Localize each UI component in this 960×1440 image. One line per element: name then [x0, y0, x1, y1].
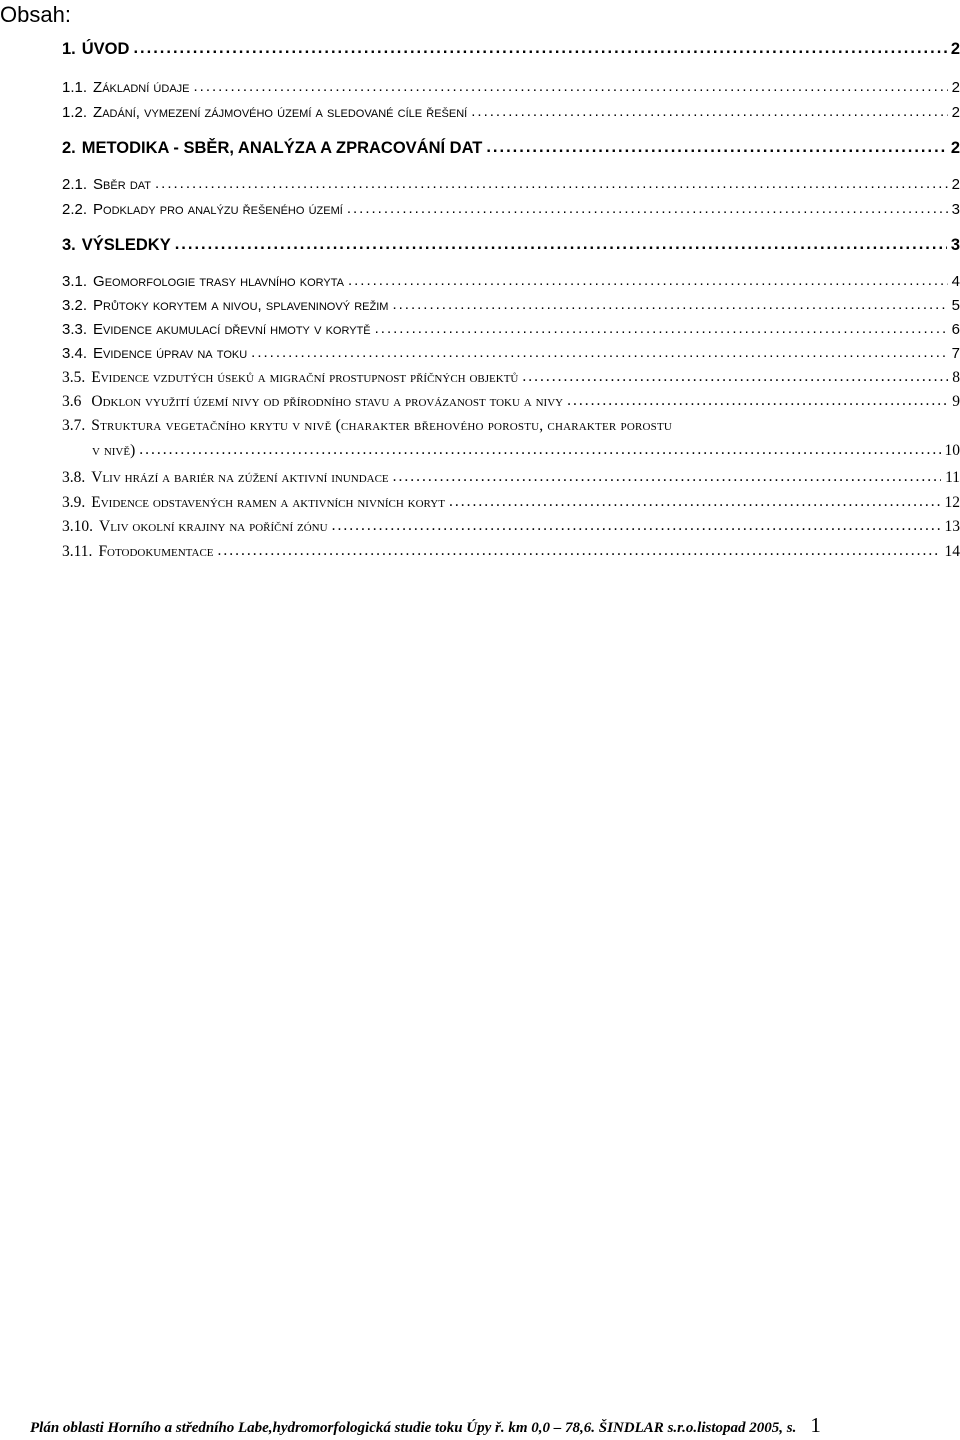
page-footer: [30, 1414, 960, 1439]
toc-entry-page: 6: [951, 321, 960, 338]
toc-entry-title: Podklady pro analýzu řešeného území: [93, 201, 343, 218]
dot-leader: [471, 101, 947, 123]
toc-entry[interactable]: [62, 295, 960, 317]
dot-leader: [332, 515, 941, 537]
toc-entry-title: Základní údaje: [93, 79, 190, 96]
toc-entry-number: 3.3.: [62, 321, 88, 338]
toc-entry-number: 3.6: [62, 393, 82, 410]
toc-entry-title: Evidence vzdutých úseků a migrační prostupnost příčných objektů: [91, 369, 519, 386]
toc-entry-page: 2: [951, 104, 960, 121]
toc-entry[interactable]: [62, 391, 960, 413]
toc-entry-title: Struktura vegetačního krytu v nivě (charakter břehového porostu, charakter porostu: [91, 417, 673, 434]
toc-entry-page: 12: [944, 494, 960, 511]
dot-leader: [139, 439, 940, 461]
toc-entry-number: 3.10.: [62, 518, 93, 535]
dot-leader: [133, 37, 946, 59]
toc-entry-number: 3.11.: [62, 543, 93, 560]
toc-entry-page: 2: [951, 176, 960, 193]
toc-entry-title: VÝSLEDKY: [81, 236, 171, 254]
toc-entry[interactable]: [62, 77, 960, 99]
dot-leader: [393, 466, 941, 488]
toc-entry-number: 3.1.: [62, 273, 88, 290]
dot-leader: [392, 294, 947, 316]
toc-entry[interactable]: [62, 467, 960, 489]
toc-entry[interactable]: [62, 516, 960, 538]
toc-entry-number: 3.7.: [62, 417, 86, 434]
toc-entry-page: 14: [944, 543, 960, 560]
toc-entry[interactable]: [62, 102, 960, 124]
toc-entry-page: 4: [951, 273, 960, 290]
toc-entry-number: 2.1.: [62, 176, 88, 193]
toc-entry-number: 1.1.: [62, 79, 88, 96]
toc-entry-page: 3: [951, 201, 960, 218]
toc-entry-title: Vliv hrází a bariér na zúžení aktivní inundace: [91, 469, 389, 486]
toc-entry-number: 1.: [62, 40, 76, 58]
dot-leader: [218, 540, 941, 562]
toc-entry-title: Sběr dat: [93, 176, 152, 193]
toc-entry-page: 11: [945, 469, 960, 486]
toc-entry[interactable]: [62, 367, 960, 389]
toc-entry-number: 2.2.: [62, 201, 88, 218]
dot-leader: [522, 366, 948, 388]
toc-entry-page: 2: [950, 139, 960, 157]
toc-entry-number: 3.: [62, 236, 76, 254]
toc-entry-page: 8: [952, 369, 960, 386]
toc-entry-title: Zadání, vymezení zájmového území a sledované cíle řešení: [93, 104, 468, 121]
toc-entry-number: 3.2.: [62, 297, 88, 314]
dot-leader: [375, 318, 948, 340]
toc-entry[interactable]: [62, 137, 960, 159]
toc-entry-number: 2.: [62, 139, 76, 157]
toc-entry-title-continued: v nivě): [92, 442, 136, 459]
toc-heading: Obsah:: [0, 2, 71, 27]
toc-entry-number: 3.4.: [62, 345, 88, 362]
toc-entry[interactable]: [62, 234, 960, 256]
toc-entry-title: Evidence akumulací dřevní hmoty v korytě: [93, 321, 371, 338]
toc-entry-number: 1.2.: [62, 104, 88, 121]
dot-leader: [567, 390, 948, 412]
dot-leader: [194, 76, 948, 98]
toc-entry-number: 3.5.: [62, 369, 86, 386]
toc-entry-title: Průtoky korytem a nivou, splaveninový režim: [93, 297, 389, 314]
toc-entry-page: 9: [952, 393, 960, 410]
toc-entry-page: 2: [950, 40, 960, 58]
toc-entry-number: 3.8.: [62, 469, 86, 486]
toc-entry-title: Vliv okolní krajiny na poříční zónu: [99, 518, 328, 535]
toc-entry-page: 13: [944, 518, 960, 535]
toc-entry-page: 3: [950, 236, 960, 254]
toc-entry-page: 7: [951, 345, 960, 362]
toc-entry[interactable]: [62, 319, 960, 341]
dot-leader: [347, 198, 948, 220]
toc-entry-number: 3.9.: [62, 494, 86, 511]
toc-entry-page: 10: [944, 442, 960, 459]
dot-leader: [251, 342, 947, 364]
toc-entry[interactable]: [62, 492, 960, 514]
dot-leader: [175, 233, 947, 255]
footer-text: Plán oblasti Horního a středního Labe,hydromorfologická studie toku Úpy ř. km 0,0 – 78,6. ŠINDLAR s.r.o.listopad 2005, s.: [30, 1420, 797, 1436]
toc-entry-page: 5: [951, 297, 960, 314]
toc-entry-title: ÚVOD: [81, 40, 130, 58]
toc-entry-title: Geomorfologie trasy hlavního koryta: [93, 273, 344, 290]
toc-entry-title: Evidence odstavených ramen a aktivních nivních koryt: [91, 494, 445, 511]
toc-entry-page: 2: [951, 79, 960, 96]
toc-entry[interactable]: [62, 541, 960, 563]
toc-entry[interactable]: [62, 199, 960, 221]
toc-entry-title: Fotodokumentace: [98, 543, 214, 560]
toc-entry-title: Evidence úprav na toku: [93, 345, 248, 362]
toc-entry[interactable]: [62, 271, 960, 293]
toc-entry-title: METODIKA - SBĚR, ANALÝZA A ZPRACOVÁNÍ DAT: [81, 139, 483, 157]
toc-entry[interactable]: [62, 174, 960, 196]
dot-leader: [486, 136, 946, 158]
toc-entry-first-line[interactable]: [62, 415, 942, 437]
toc-entry[interactable]: [62, 38, 960, 60]
dot-leader: [348, 270, 948, 292]
toc-entry-continuation[interactable]: [92, 440, 960, 462]
toc-entry-title: Odklon využití území nivy od přírodního stavu a provázanost toku a nivy: [91, 393, 564, 410]
dot-leader: [155, 173, 948, 195]
toc-entry[interactable]: [62, 343, 960, 365]
dot-leader: [449, 491, 941, 513]
footer-page-number: 1: [810, 1413, 821, 1437]
